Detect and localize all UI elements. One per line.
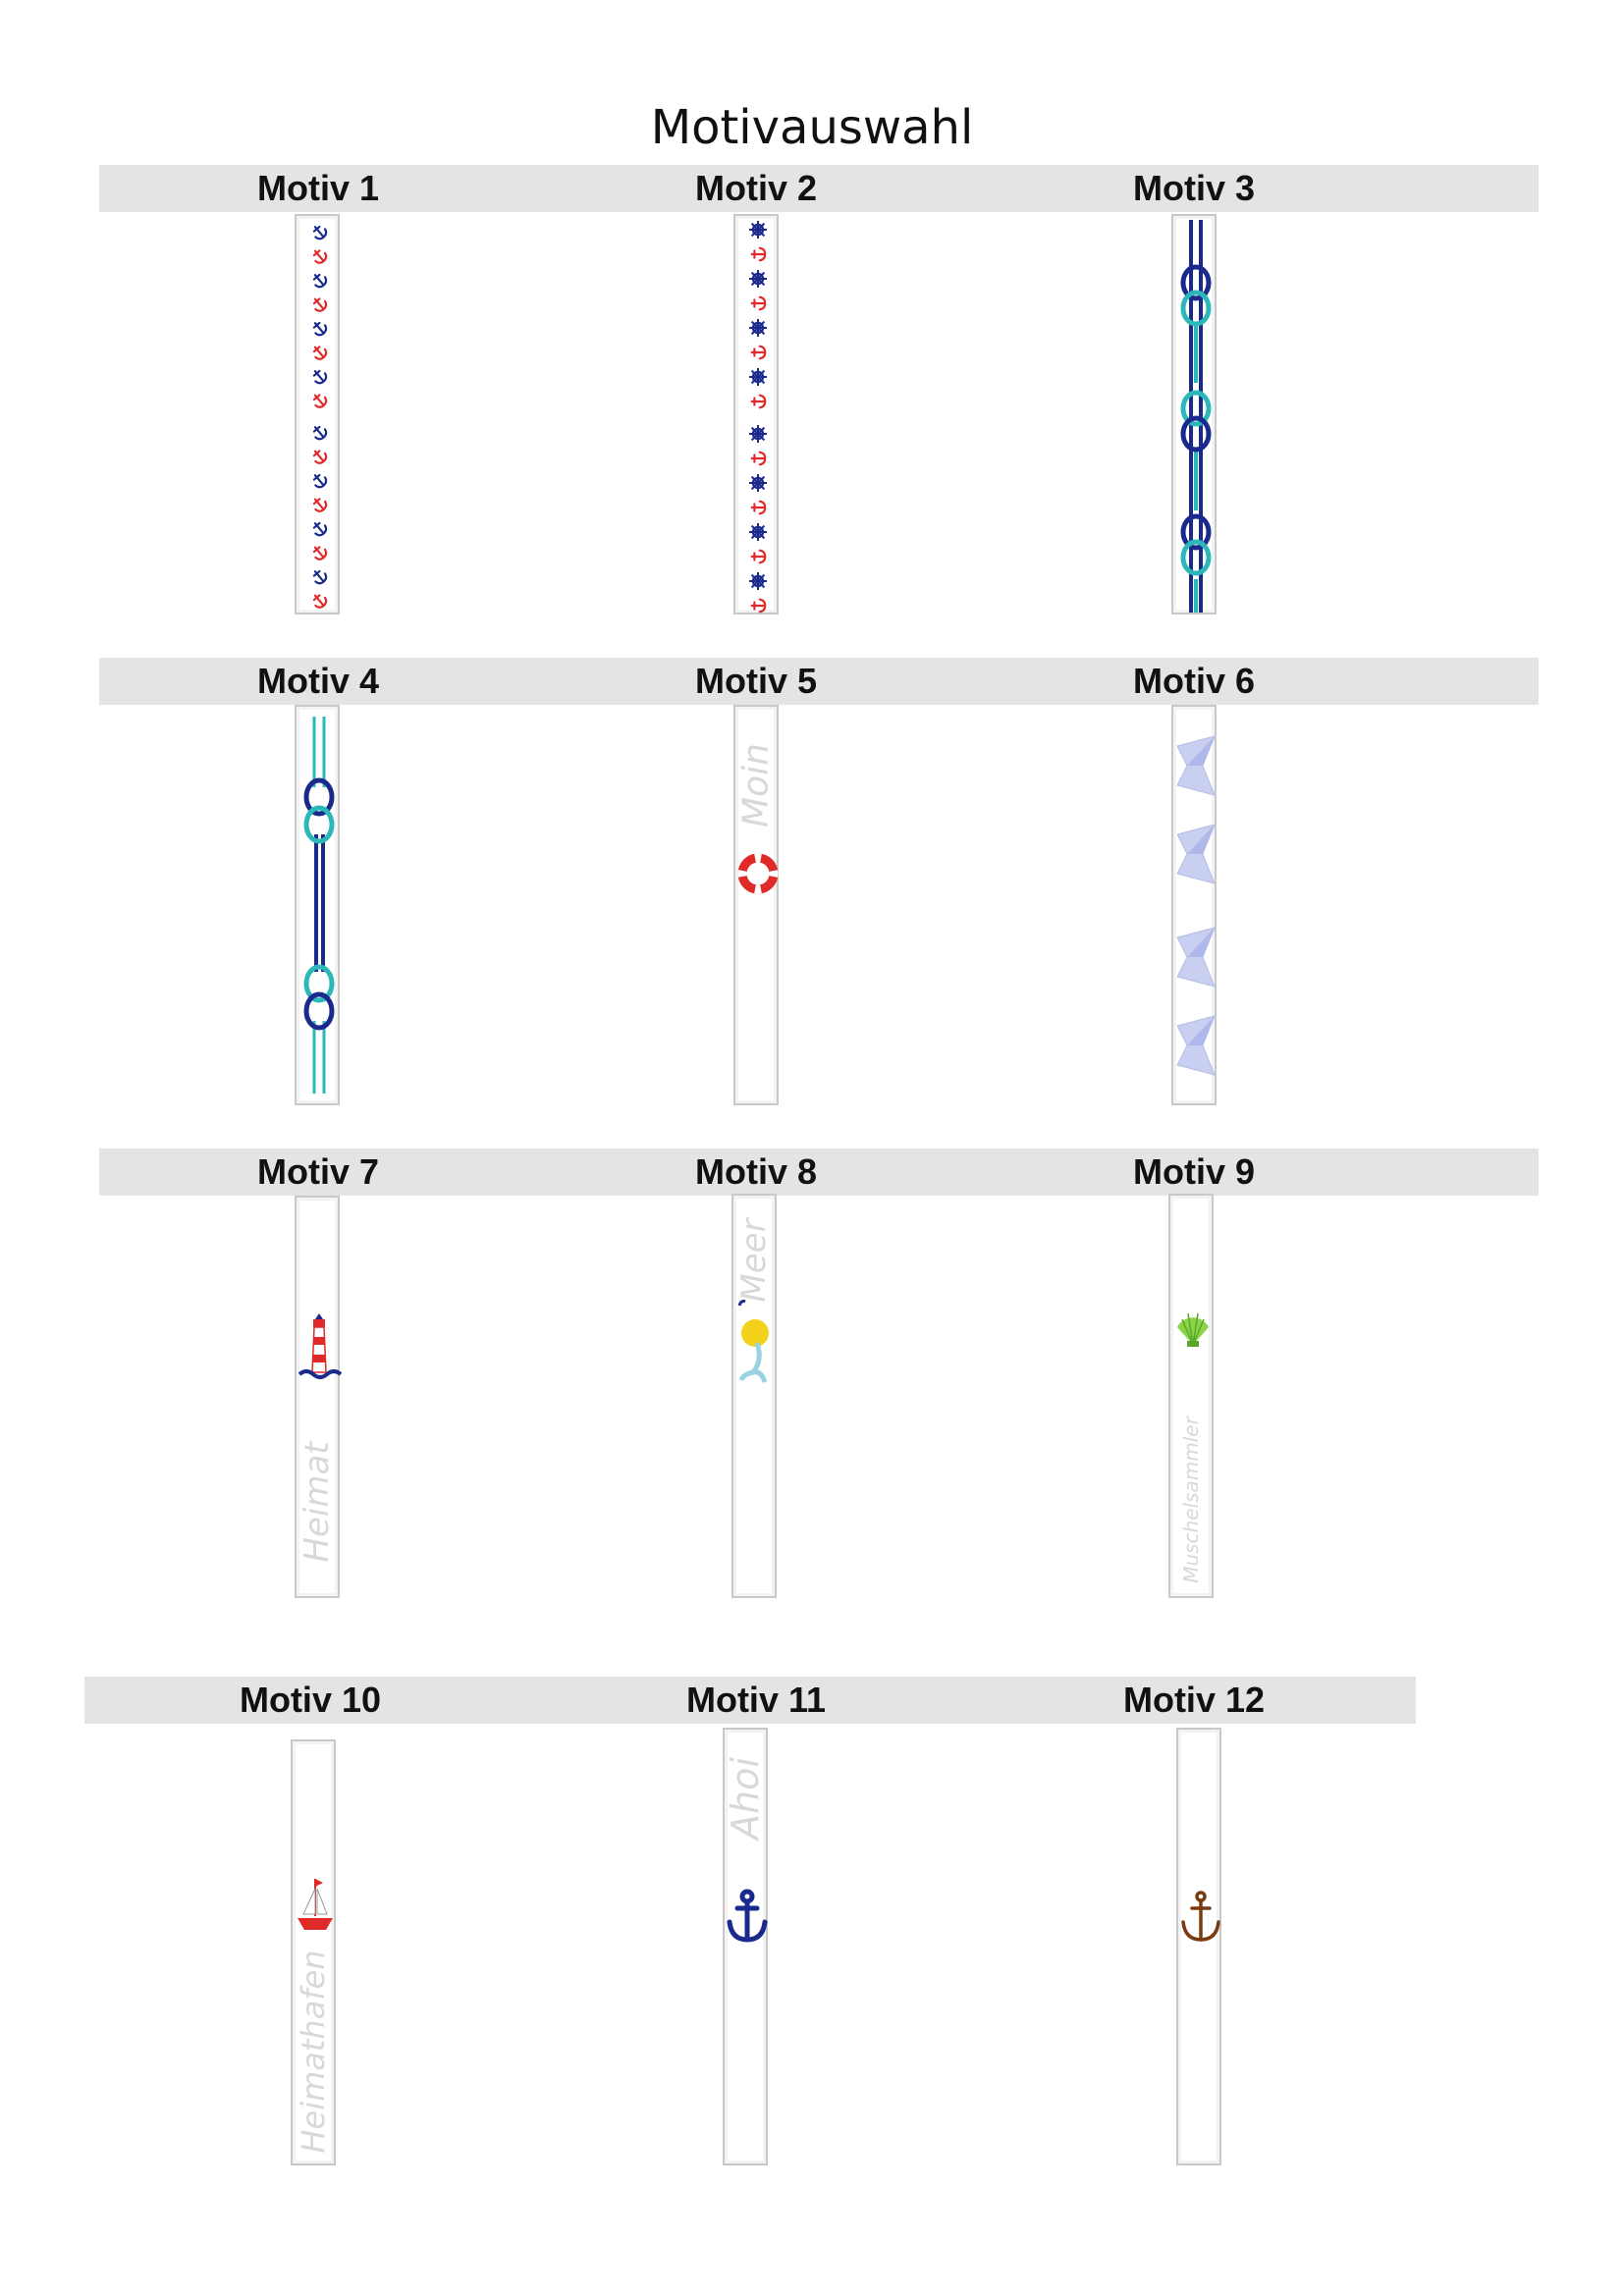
reef-knot-pattern bbox=[297, 707, 342, 1107]
motif-text-heimathafen: Heimathafen bbox=[295, 1949, 332, 2154]
motif-label-5: Motiv 5 bbox=[694, 661, 817, 701]
reef-knot-icon bbox=[306, 780, 332, 841]
paper-boat-icon bbox=[1177, 1016, 1215, 1075]
motif-label-6: Motiv 6 bbox=[1132, 661, 1255, 701]
motif-label-9: Motiv 9 bbox=[1132, 1151, 1255, 1192]
motif-text-meer: Meer bbox=[734, 1218, 774, 1303]
motif-strip-5 bbox=[733, 705, 779, 1105]
ship-wheel-icon bbox=[749, 523, 767, 541]
anchor-icon bbox=[752, 453, 766, 465]
anchor-icon bbox=[310, 367, 328, 385]
mermaid-icon bbox=[733, 1196, 779, 1600]
ship-wheel-icon bbox=[749, 474, 767, 492]
motif-strip-9 bbox=[1168, 1194, 1214, 1598]
motif-strip-3 bbox=[1171, 214, 1217, 614]
lifebuoy-icon bbox=[735, 707, 781, 1107]
anchor-icon bbox=[310, 271, 328, 289]
motif-label-3: Motiv 3 bbox=[1132, 168, 1255, 208]
motif-label-12: Motiv 12 bbox=[1122, 1680, 1266, 1720]
ship-wheel-icon bbox=[749, 221, 767, 239]
reef-knot-icon bbox=[1183, 516, 1209, 573]
anchor-icon bbox=[725, 1730, 770, 2167]
anchor-icon bbox=[752, 396, 766, 408]
motif-label-10: Motiv 10 bbox=[239, 1680, 382, 1720]
motif-label-8: Motiv 8 bbox=[694, 1151, 817, 1192]
motif-text-ahoi: Ahoi bbox=[724, 1757, 767, 1840]
anchor-icon bbox=[310, 319, 328, 337]
anchor-icon bbox=[752, 347, 766, 359]
motif-strip-7 bbox=[295, 1196, 340, 1598]
motif-label-7: Motiv 7 bbox=[256, 1151, 379, 1192]
anchor-icon bbox=[310, 471, 328, 489]
anchor-icon bbox=[310, 519, 328, 537]
reef-knot-pattern bbox=[1173, 216, 1218, 616]
anchor-icon bbox=[310, 295, 328, 313]
motif-strip-10 bbox=[291, 1739, 336, 2165]
anchor-icon bbox=[310, 423, 328, 441]
motif-label-4: Motiv 4 bbox=[256, 661, 379, 701]
motif-text-moin: Moin bbox=[735, 743, 777, 828]
anchor-icon bbox=[310, 544, 328, 561]
anchor-icon bbox=[310, 592, 328, 610]
anchor-icon bbox=[1178, 1730, 1223, 2167]
motif-strip-2 bbox=[733, 214, 779, 614]
ship-wheel-icon bbox=[749, 572, 767, 590]
anchor-icon bbox=[752, 248, 766, 261]
reef-knot-icon bbox=[1183, 393, 1209, 450]
motif-strip-4 bbox=[295, 705, 340, 1105]
anchor-icon bbox=[310, 392, 328, 409]
anchor-icon bbox=[752, 502, 766, 514]
anchor-icon bbox=[310, 448, 328, 465]
motif-text-heimat: Heimat bbox=[298, 1441, 337, 1563]
motif-strip-11 bbox=[723, 1728, 768, 2165]
page-title: Motivauswahl bbox=[650, 100, 974, 155]
motif-strip-8 bbox=[731, 1194, 777, 1598]
motif-label-1: Motiv 1 bbox=[256, 168, 379, 208]
motif-label-11: Motiv 11 bbox=[685, 1680, 827, 1720]
motif-strip-12 bbox=[1176, 1728, 1221, 2165]
reef-knot-icon bbox=[306, 967, 332, 1028]
motif-strip-1 bbox=[295, 214, 340, 614]
ship-wheel-icon bbox=[749, 368, 767, 386]
motif-strip-6 bbox=[1171, 705, 1217, 1105]
anchor-icon bbox=[310, 223, 328, 240]
ship-wheel-icon bbox=[749, 270, 767, 288]
anchor-icon bbox=[310, 496, 328, 513]
anchor-icon bbox=[310, 344, 328, 361]
paper-boat-pattern bbox=[1173, 707, 1218, 1107]
paper-boat-icon bbox=[1177, 825, 1215, 883]
anchor-icon bbox=[752, 551, 766, 563]
anchor-pattern bbox=[297, 216, 342, 616]
motif-text-muschelsammler: Muschelsammler bbox=[1179, 1416, 1203, 1583]
paper-boat-icon bbox=[1177, 928, 1215, 987]
anchor-icon bbox=[310, 567, 328, 585]
paper-boat-icon bbox=[1177, 736, 1215, 795]
anchor-icon bbox=[752, 297, 766, 310]
wheel-anchor-pattern bbox=[735, 216, 781, 616]
ship-wheel-icon bbox=[749, 319, 767, 337]
ship-wheel-icon bbox=[749, 425, 767, 443]
reef-knot-icon bbox=[1183, 267, 1209, 324]
anchor-icon bbox=[310, 247, 328, 265]
motif-label-2: Motiv 2 bbox=[694, 168, 817, 208]
anchor-icon bbox=[752, 600, 766, 613]
